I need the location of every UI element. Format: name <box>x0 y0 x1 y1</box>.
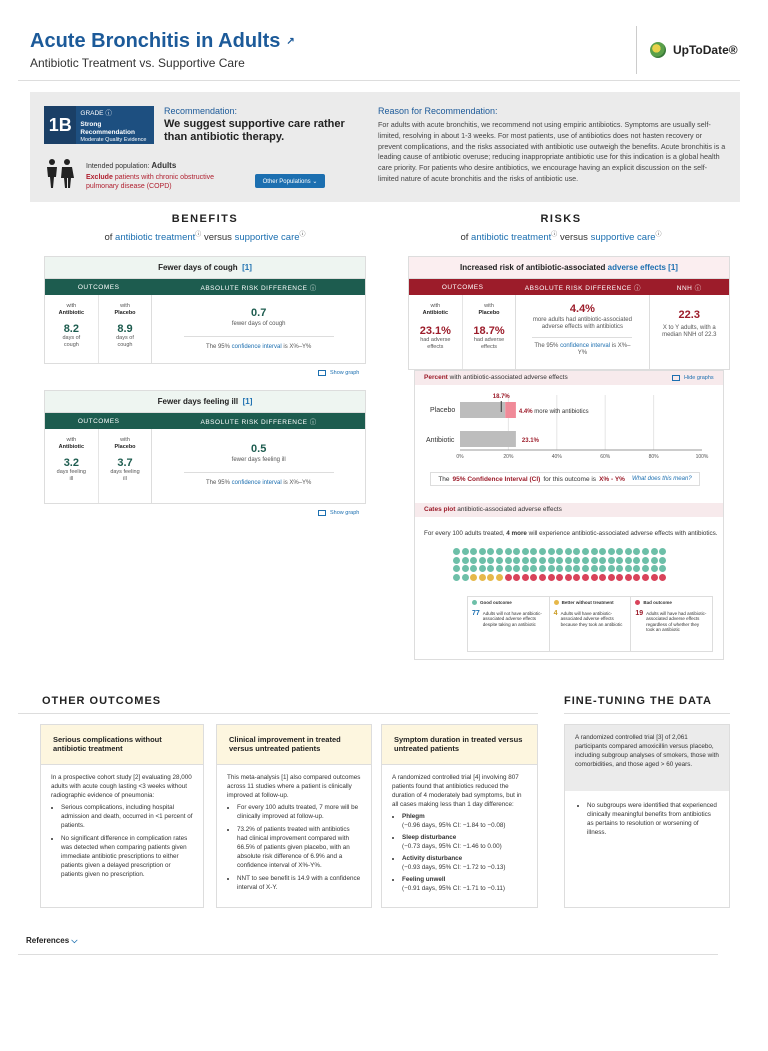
benefit-card-cough: Fewer days of cough [1] OUTCOMES ABSOLUTE RISK DIFFERENCE ⓘ with Antibiotic 8.2 days of cough with Placebo 8.9 days of cough 0.7 fewer days of cough The 95% confidence interval is X%–Y% <box>44 256 366 364</box>
list-item: • Sleep disturbance (−0.73 days, 95% CI: −1.46 to 0.00) <box>402 833 527 851</box>
page-subtitle: Antibiotic Treatment vs. Supportive Care <box>30 56 245 70</box>
bar-label: 18.7% <box>492 394 510 400</box>
cates-dot <box>573 548 580 555</box>
cates-dot <box>633 565 640 572</box>
legend-item: Bad outcome 19 Adults will have had antibiotic-associated adverse effects regardless of whether they took an antibiotic <box>635 600 707 632</box>
show-graph-button[interactable]: Show graph <box>318 510 359 516</box>
bar-placebo <box>460 402 505 418</box>
cates-dot <box>625 557 632 564</box>
cates-dot <box>651 574 658 581</box>
supportive-care-link[interactable]: supportive care <box>234 232 300 244</box>
cates-dot <box>616 574 623 581</box>
legend-dot <box>554 600 559 605</box>
cates-dot <box>556 548 563 555</box>
bar-label-antibiotic: Antibiotic <box>426 437 455 444</box>
cates-dot <box>599 574 606 581</box>
cates-dot <box>479 565 486 572</box>
cates-dot <box>651 557 658 564</box>
reason-label: Reason for Recommendation: <box>378 106 498 116</box>
cates-dot <box>659 565 666 572</box>
list-item: • For every 100 adults treated, 7 more will be clinically improved at follow-up. <box>237 803 361 821</box>
cates-dot <box>530 565 537 572</box>
antibiotic-treatment-link[interactable]: antibiotic treatment <box>115 232 196 244</box>
graph-title: Percent with antibiotic-associated adverse effects <box>424 374 568 381</box>
cates-dot <box>496 574 503 581</box>
cates-dot <box>642 548 649 555</box>
cates-dot <box>582 548 589 555</box>
cates-dot <box>548 557 555 564</box>
outcomes-header: OUTCOMES <box>77 417 120 425</box>
cates-dot <box>513 557 520 564</box>
cates-dot <box>659 574 666 581</box>
cates-dot <box>470 557 477 564</box>
grade-number: 1B <box>44 106 76 144</box>
cates-dot <box>496 557 503 564</box>
cates-plot-grid <box>453 548 673 581</box>
cates-dot <box>505 557 512 564</box>
cates-dot <box>625 565 632 572</box>
tick-label: 100% <box>695 454 709 460</box>
cates-dot <box>539 565 546 572</box>
placebo-column: with Placebo 3.7 days feeling ill <box>99 429 153 503</box>
cates-dot <box>505 574 512 581</box>
cates-dot <box>513 565 520 572</box>
cates-dot <box>616 565 623 572</box>
adverse-effects-bar-chart <box>456 390 710 460</box>
cates-dot <box>479 548 486 555</box>
difference-column: 0.7 fewer days of cough The 95% confidence interval is X%–Y% <box>152 295 365 363</box>
cates-dot <box>479 557 486 564</box>
list-item: • NNT to see benefit is 14.9 with a confidence interval of X-Y. <box>237 874 361 892</box>
cates-dot <box>651 565 658 572</box>
graph-icon <box>672 375 680 381</box>
recommendation-text: We suggest supportive care rather than antibiotic therapy. <box>164 118 345 143</box>
bar-label: 23.1% <box>521 438 539 444</box>
cates-dot <box>539 548 546 555</box>
cates-dot <box>462 574 469 581</box>
cates-dot <box>462 548 469 555</box>
cates-dot <box>513 548 520 555</box>
legend-item: Good outcome 77 Adults will not have antibiotic-associated adverse effects despite taking an antibiotic <box>468 597 550 651</box>
cates-dot <box>591 557 598 564</box>
legend-dot <box>472 600 477 605</box>
references-toggle[interactable]: References ⌵ <box>26 936 78 945</box>
ard-header[interactable]: ABSOLUTE RISK DIFFERENCE ⓘ <box>200 418 317 426</box>
legend-item: Better without treatment 4 Adults will have antibiotic-associated adverse effects because they took an antibiotic <box>550 597 632 651</box>
cates-dot <box>642 557 649 564</box>
cates-dot <box>453 548 460 555</box>
bar-difference <box>505 402 516 418</box>
list-item: • 73.2% of patients treated with antibiotics had clinical improvement compared with 66.5% of patients given placebo, with an absolute risk difference of 6.9% and a confidence interval of X%-Y%. <box>237 825 361 870</box>
reference-link[interactable]: [1] <box>242 397 253 406</box>
cates-dot <box>599 557 606 564</box>
header-rule <box>18 80 740 81</box>
cates-dot <box>470 565 477 572</box>
list-item: • Activity disturbance (−0.93 days, 95% CI: −1.72 to −0.13) <box>402 854 527 872</box>
cates-dot <box>548 548 555 555</box>
benefits-title: BENEFITS <box>171 213 239 225</box>
tick-label: 60% <box>600 454 611 460</box>
population-info: Intended population: Adults Exclude patients with chronic obstructive pulmonary disease (COPD) <box>86 161 215 190</box>
cates-dot <box>487 565 494 572</box>
grade-label: GRADE ⓘ <box>80 110 112 117</box>
tick-label: 80% <box>648 454 659 460</box>
cates-dot <box>651 548 658 555</box>
cates-dot <box>599 565 606 572</box>
uptodate-logo-icon <box>650 42 666 58</box>
cates-dot <box>539 557 546 564</box>
list-item: • Serious complications, including hospital admission and death, occurred in <1 percent of patients. <box>61 803 193 830</box>
grade-strength: Strong Recommendation <box>80 121 135 136</box>
ard-header[interactable]: ABSOLUTE RISK DIFFERENCE ⓘ <box>200 284 317 292</box>
cates-dot <box>530 548 537 555</box>
bar-label-placebo: Placebo <box>430 407 456 414</box>
cates-dot <box>633 548 640 555</box>
cates-dot <box>616 557 623 564</box>
list-item: • No significant difference in complication rates was detected when comparing patients given immediate antibiotic prescriptions to either patients given a delayed prescription or patients given no prescription. <box>61 834 193 879</box>
confidence-interval: The 95% confidence interval is X%–Y% <box>205 344 312 350</box>
cates-dot <box>453 574 460 581</box>
cates-dot <box>556 574 563 581</box>
placebo-column: with Placebo 8.9 days of cough <box>99 295 153 363</box>
cates-plot-title: Cates plot antibiotic-associated adverse effects <box>424 506 562 513</box>
outcome-card-clinical-improvement: Clinical improvement in treated versus untreated patients This meta-analysis [1] also compared outcomes across 11 studies where a patient is clinically improved at follow-up. • For every 100 adults treated, 7 more will be clinically improved at follow-up. • 73.2% of patients treated with antibiotics had clinical improvement compared with 66.5% of patients given placebo, with an absolute risk difference of 6.9% and a confidence interval of X%-Y%. • NNT to see benefit is 14.9 with a confidence interval of X-Y. <box>216 724 372 908</box>
cates-dot <box>565 574 572 581</box>
cates-dot <box>487 574 494 581</box>
grade-badge[interactable] <box>44 106 154 144</box>
list-item: • Feeling unwell (−0.91 days, 95% CI: −1.71 to −0.11) <box>402 875 527 893</box>
legend-dot <box>635 600 640 605</box>
cates-dot <box>582 557 589 564</box>
cates-dot <box>556 565 563 572</box>
benefit-card-feeling-ill: Fewer days feeling ill [1] OUTCOMES ABSOLUTE RISK DIFFERENCE ⓘ with Antibiotic 3.2 days feeling ill with Placebo 3.7 days feeling ill 0.5 fewer days feeling ill The 95% confidence interval is X%–Y% <box>44 390 366 504</box>
cates-dot <box>522 548 529 555</box>
cates-dot <box>556 557 563 564</box>
recommendation-label: Recommendation: <box>164 106 238 116</box>
other-outcomes-title: OTHER OUTCOMES <box>42 695 162 707</box>
list-item: • Phlegm (−0.96 days, 95% CI: −1.84 to −0.08) <box>402 812 527 830</box>
cates-dot <box>453 557 460 564</box>
cates-dot <box>565 565 572 572</box>
cates-dot <box>582 565 589 572</box>
cates-dot <box>522 574 529 581</box>
cates-dot <box>591 548 598 555</box>
ci-box: The 95% Confidence Interval (CI) for this outcome is X% - Y% What does this mean? <box>430 472 700 486</box>
hide-graphs-button[interactable]: Hide graphs <box>672 375 714 381</box>
cates-dot <box>608 565 615 572</box>
reason-text: For adults with acute bronchitis, we recommend not using empiric antibiotics. Symptoms are usually self-limited, resolving in about 1-3 weeks. For most patients, use of antibiotics does not hasten recovery or prevent complications, and the risks associated with antibiotic use outweigh the benefits. Acute bronchitis is a leading cause of antibiotic overuse; reducing inappropriate antibiotic use for this indication is a global health care priority. For patients who desire antibiotics, we encourage having an explicit discussion on the self- limited nature of acute bronchitis and the risks of antibiotic use. <box>378 120 726 183</box>
cates-dot <box>616 548 623 555</box>
cates-dot <box>496 548 503 555</box>
cates-dot <box>462 557 469 564</box>
cates-dot <box>522 557 529 564</box>
adverse-effects-link[interactable]: adverse effects <box>607 263 666 272</box>
cates-dot <box>591 574 598 581</box>
other-populations-button[interactable]: Other Populations ⌄ <box>255 174 325 188</box>
cates-dot <box>642 565 649 572</box>
cates-dot <box>608 548 615 555</box>
confidence-interval: The 95% confidence interval is X%–Y% <box>205 480 312 486</box>
cates-dot <box>470 548 477 555</box>
antibiotic-column: with Antibiotic 8.2 days of cough <box>45 295 99 363</box>
cates-dot <box>591 565 598 572</box>
grade-quality: Moderate Quality Evidence <box>80 137 147 143</box>
brand: UpToDate® <box>650 42 738 58</box>
fine-tuning-card: A randomized controlled trial [3] of 2,061 participants compared amoxicillin versus placebo, including subgroup analyses of smokers, those with comorbidities, and those aged > 60 years. • No subgroups were identified that experienced clinically meaningful benefits from antibiotics as pertains to resolution or worsening of illness. <box>564 724 730 908</box>
supportive-care-link[interactable]: supportive care <box>590 232 656 244</box>
cates-dot <box>573 574 580 581</box>
cates-dot <box>487 548 494 555</box>
cates-dot <box>608 557 615 564</box>
cates-dot <box>470 574 477 581</box>
outcome-card-complications: Serious complications without antibiotic treatment In a prospective cohort study [2] evaluating 28,000 adults with acute cough lasting <3 weeks without radiographic evidence of pneumonia: • Serious complications, including hospital admission and death, occurred in <1 percent of patients. • No significant difference in complication rates was detected when comparing patients given immediate antibiotic prescriptions to either patients given a delayed prescription or patients given no prescription. <box>40 724 204 908</box>
cates-dot <box>573 565 580 572</box>
cates-dot <box>659 557 666 564</box>
cates-dot <box>642 574 649 581</box>
cates-dot <box>633 557 640 564</box>
cates-dot <box>625 548 632 555</box>
cates-dot <box>479 574 486 581</box>
header-divider <box>636 26 637 74</box>
people-icon <box>44 158 76 190</box>
cates-dot <box>496 565 503 572</box>
reference-link[interactable]: [1] <box>242 263 252 272</box>
cates-dot <box>522 565 529 572</box>
show-graph-button[interactable]: Show graph <box>318 370 359 376</box>
difference-column: 0.5 fewer days feeling ill The 95% confidence interval is X%–Y% <box>152 429 365 503</box>
cates-dot <box>548 574 555 581</box>
cates-dot <box>599 548 606 555</box>
outcome-card-symptom-duration: Symptom duration in treated versus untreated patients A randomized controlled trial [4] involving 807 patients found that antibiotics reduced the duration of 4 moderately bad symptoms, but in all cases making less than 1 day difference: • Phlegm (−0.96 days, 95% CI: −1.84 to −0.08) • Sleep disturbance (−0.73 days, 95% CI: −1.46 to 0.00) • Activity disturbance (−0.93 days, 95% CI: −1.72 to −0.13) • Feeling unwell (−0.91 days, 95% CI: −1.71 to −0.11) <box>381 724 538 908</box>
cates-dot <box>453 565 460 572</box>
cates-dot <box>625 574 632 581</box>
what-does-this-mean-link[interactable]: What does this mean? <box>631 476 692 482</box>
cates-legend <box>467 596 713 652</box>
cates-dot <box>659 548 666 555</box>
cates-dot <box>505 565 512 572</box>
tick-label: 0% <box>456 454 464 460</box>
cates-dot <box>513 574 520 581</box>
graph-icon <box>318 370 326 376</box>
fine-tuning-title: FINE-TUNING THE DATA <box>564 695 712 707</box>
external-link-icon[interactable]: ↗ <box>286 36 295 47</box>
reference-link[interactable]: [1] <box>668 263 678 272</box>
risk-card-adverse-effects: Increased risk of antibiotic-associated adverse effects [1] OUTCOMES ABSOLUTE RISK DIFFERENCE ⓘ NNH ⓘ with Antibiotic 23.1% had adverse effects with Placebo 18.7% had adverse effects 4.4% more adults had antibiotic-associated adverse effects with antibiotics The 95% confidence interval is X%–Y% 22.3 X to Y adults, with a median NNH of 22.3 <box>408 256 730 370</box>
cates-dot <box>462 565 469 572</box>
graph-icon <box>318 510 326 516</box>
bar-diff-label: 4.4% more with antibiotics <box>518 409 589 415</box>
risks-subtitle: of antibiotic treatmentⓘ versus supportive careⓘ <box>460 232 662 244</box>
cates-dot <box>633 574 640 581</box>
tick-label: 20% <box>503 454 514 460</box>
cates-dot <box>582 574 589 581</box>
cates-intro: For every 100 adults treated, 4 more will experience antibiotic-associated adverse effects with antibiotics. <box>424 530 718 537</box>
cates-dot <box>573 557 580 564</box>
cates-dot <box>565 548 572 555</box>
cates-dot <box>565 557 572 564</box>
cates-dot <box>608 574 615 581</box>
antibiotic-treatment-link[interactable]: antibiotic treatment <box>471 232 552 244</box>
cates-dot <box>530 574 537 581</box>
chevron-down-icon: ⌵ <box>71 936 78 945</box>
page-title: Acute Bronchitis in Adults ↗ <box>30 30 295 52</box>
bar-antibiotic <box>460 431 516 447</box>
nnh-header[interactable]: NNH ⓘ <box>676 284 702 292</box>
outcomes-header: OUTCOMES <box>77 283 120 291</box>
cates-dot <box>539 574 546 581</box>
benefits-subtitle: of antibiotic treatmentⓘ versus supportive careⓘ <box>104 232 306 244</box>
cates-dot <box>487 557 494 564</box>
cates-dot <box>548 565 555 572</box>
cates-dot <box>505 548 512 555</box>
risks-title: RISKS <box>540 213 582 225</box>
tick-label: 40% <box>551 454 562 460</box>
cates-dot <box>530 557 537 564</box>
antibiotic-column: with Antibiotic 3.2 days feeling ill <box>45 429 99 503</box>
